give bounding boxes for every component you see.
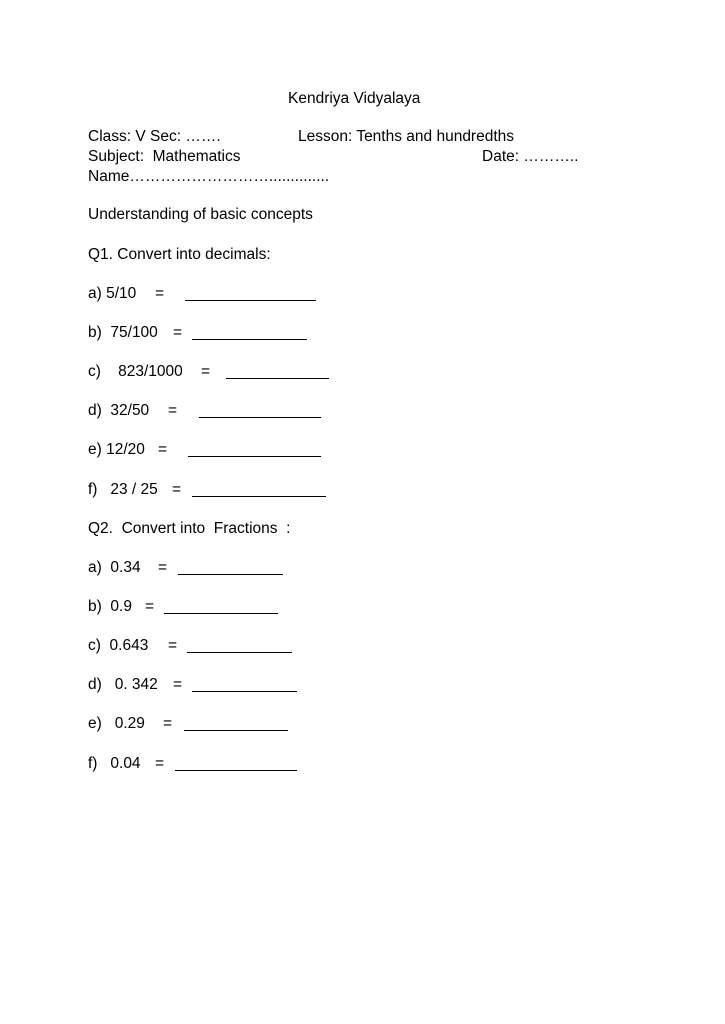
q1-item-c-label: c) 823/1000 <box>88 363 183 380</box>
q2-item-c-equals: = <box>168 637 178 654</box>
q2-item-f-label: f) 0.04 <box>88 755 141 772</box>
q1-item-c-answer-blank[interactable] <box>226 378 329 379</box>
subject-field: Subject: Mathematics <box>88 148 241 165</box>
q1-item-a-equals: = <box>155 285 165 302</box>
q2-item-e-equals: = <box>163 715 173 732</box>
q1-item-a-label: a) 5/10 <box>88 285 137 302</box>
name-field: Name……………………….............. <box>88 168 330 185</box>
q2-item-f-equals: = <box>155 755 165 772</box>
q1-item-f-answer-blank[interactable] <box>192 496 326 497</box>
q1-item-e-equals: = <box>158 441 168 458</box>
q1-item-c-equals: = <box>201 363 211 380</box>
q1-item-f-equals: = <box>172 481 182 498</box>
q2-item-a-equals: = <box>158 559 168 576</box>
q1-item-b-answer-blank[interactable] <box>192 339 307 340</box>
school-title: Kendriya Vidyalaya <box>288 90 421 107</box>
q2-heading: Q2. Convert into Fractions : <box>88 520 291 537</box>
lesson-title: Lesson: Tenths and hundredths <box>298 128 515 145</box>
q2-item-d-answer-blank[interactable] <box>192 691 297 692</box>
class-section-field: Class: V Sec: ……. <box>88 128 221 145</box>
q1-item-d-answer-blank[interactable] <box>199 417 321 418</box>
q1-item-f-label: f) 23 / 25 <box>88 481 158 498</box>
q1-item-d-label: d) 32/50 <box>88 402 150 419</box>
q2-item-b-equals: = <box>145 598 155 615</box>
section-title: Understanding of basic concepts <box>88 206 313 223</box>
q1-item-e-label: e) 12/20 <box>88 441 145 458</box>
q2-item-c-label: c) 0.643 <box>88 637 149 654</box>
q2-item-b-label: b) 0.9 <box>88 598 132 615</box>
q2-item-b-answer-blank[interactable] <box>164 613 278 614</box>
q2-item-a-answer-blank[interactable] <box>178 574 283 575</box>
q2-item-c-answer-blank[interactable] <box>187 652 292 653</box>
date-field: Date: ……….. <box>482 148 579 165</box>
q2-item-d-equals: = <box>173 676 183 693</box>
q1-item-b-equals: = <box>173 324 183 341</box>
q1-heading: Q1. Convert into decimals: <box>88 246 271 263</box>
q1-item-e-answer-blank[interactable] <box>188 456 321 457</box>
q1-item-d-equals: = <box>168 402 178 419</box>
q2-item-f-answer-blank[interactable] <box>175 770 297 771</box>
q2-item-e-label: e) 0.29 <box>88 715 145 732</box>
q1-item-b-label: b) 75/100 <box>88 324 158 341</box>
q2-item-d-label: d) 0. 342 <box>88 676 158 693</box>
q2-item-a-label: a) 0.34 <box>88 559 141 576</box>
q2-item-e-answer-blank[interactable] <box>184 730 288 731</box>
q1-item-a-answer-blank[interactable] <box>185 300 316 301</box>
